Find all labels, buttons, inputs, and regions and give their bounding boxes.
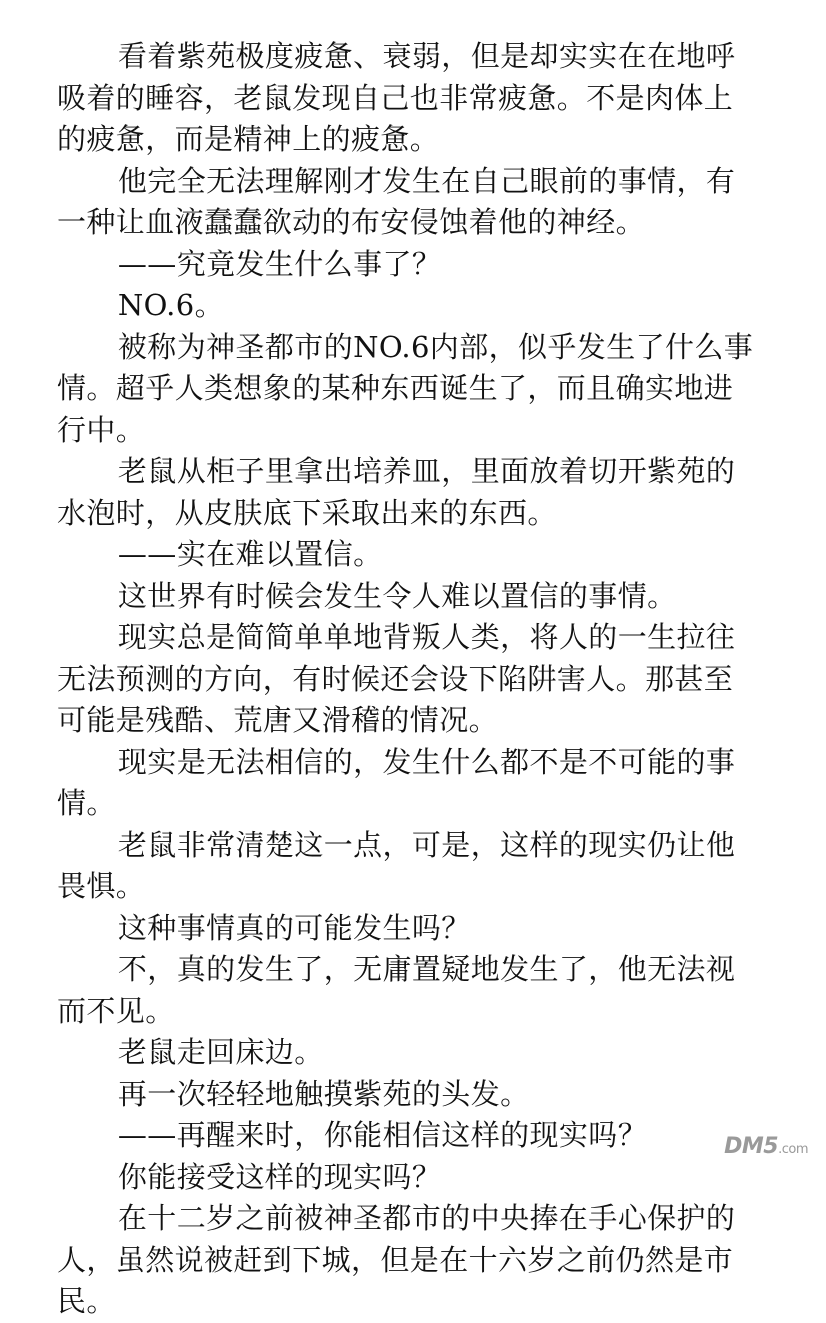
paragraph: 他完全无法理解刚才发生在自己眼前的事情，有一种让血液蠢蠢欲动的布安侵蚀着他的神经。 — [57, 163, 736, 239]
paragraph: 被称为神圣都市的NO.6内部，似乎发生了什么事情。超乎人类想象的某种东西诞生了，而且确实地进行中。 — [57, 329, 754, 447]
paragraph: 看着紫苑极度疲惫、衰弱，但是却实实在在地呼吸着的睡容，老鼠发现自己也非常疲惫。不是肉体上的疲惫，而是精神上的疲惫。 — [57, 39, 736, 156]
watermark-logo — [724, 1134, 808, 1159]
paragraph: 不，真的发生了，无庸置疑地发生了，他无法视而不见。 — [57, 952, 736, 1028]
paragraph: ——实在难以置信。 — [117, 537, 383, 571]
watermark-brand: DM5 — [724, 1134, 779, 1159]
paragraph: ——再醒来时，你能相信这样的现实吗？ — [117, 1118, 648, 1152]
paragraph: 这种事情真的可能发生吗？ — [117, 910, 471, 945]
watermark-suffix: .com — [778, 1142, 808, 1157]
paragraph: ——究竟发生什么事了？ — [117, 246, 442, 281]
paragraph: 这世界有时候会发生令人难以置信的事情。 — [117, 578, 677, 613]
paragraph: 现实总是简简单单地背叛人类，将人的一生拉往无法预测的方向，有时候还会设下陷阱害人。那甚至可能是残酷、荒唐又滑稽的情况。 — [57, 620, 736, 737]
paragraph: 老鼠走回床边。 — [117, 1035, 324, 1069]
paragraph: 老鼠非常清楚这一点，可是，这样的现实仍让他畏惧。 — [57, 827, 736, 903]
body-text — [57, 36, 757, 1323]
paragraph: 现实是无法相信的，发生什么都不是不可能的事情。 — [57, 744, 736, 820]
paragraph: 你能接受这样的现实吗？ — [117, 1159, 442, 1194]
paragraph: 再一次轻轻地触摸紫苑的头发。 — [117, 1076, 530, 1111]
paragraph: NO.6。 — [117, 288, 225, 322]
paragraph: 老鼠从柜子里拿出培养皿，里面放着切开紫苑的水泡时，从皮肤底下采取出来的东西。 — [57, 454, 736, 530]
paragraph: 在十二岁之前被神圣都市的中央捧在手心保护的人，虽然说被赶到下城，但是在十六岁之前仍然是市民。 — [57, 1201, 736, 1318]
